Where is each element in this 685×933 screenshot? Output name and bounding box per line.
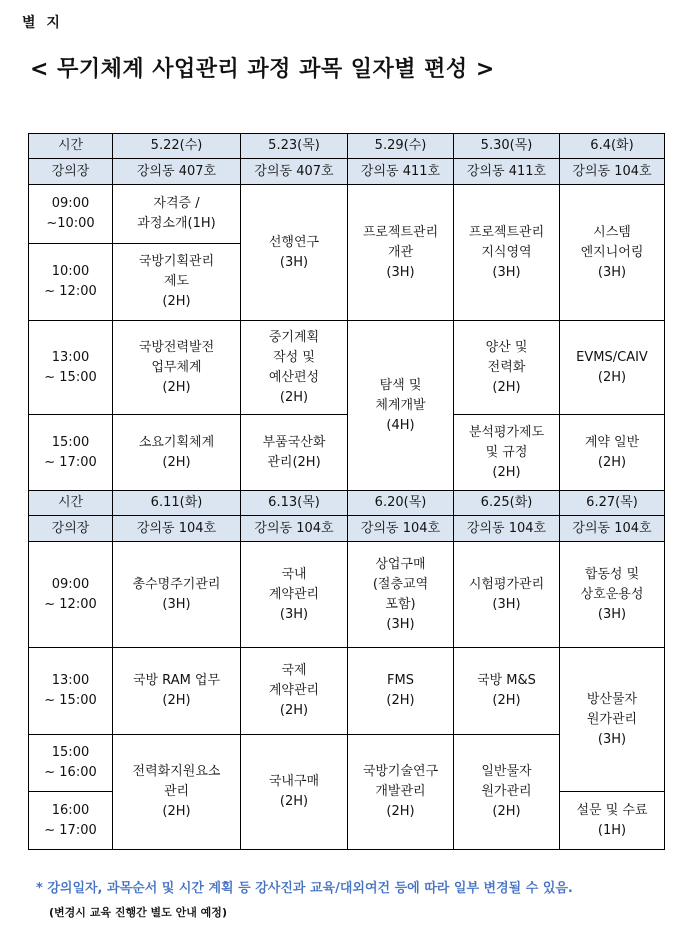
room-cell: 강의동 104호 (241, 516, 348, 542)
course-cell: EVMS/CAIV (2H) (560, 321, 665, 415)
course-cell: 계약 일반 (2H) (560, 415, 665, 491)
course-cell: 합동성 및 상호운용성 (3H) (560, 542, 665, 648)
time-cell: 15:00 ~ 17:00 (29, 415, 113, 491)
course-cell: 시스템 엔지니어링 (3H) (560, 185, 665, 321)
time-slot-row (29, 542, 665, 648)
date-header: 5.23(목) (241, 134, 348, 159)
course-cell: 국방 M&S (2H) (454, 648, 560, 735)
time-header: 시간 (29, 134, 113, 159)
course-cell: 선행연구 (3H) (241, 185, 348, 321)
room-header: 강의장 (29, 516, 113, 542)
room-cell: 강의동 104호 (113, 516, 241, 542)
date-header: 5.22(수) (113, 134, 241, 159)
course-cell: FMS (2H) (348, 648, 454, 735)
course-cell: 소요기획체계 (2H) (113, 415, 241, 491)
time-cell: 13:00 ~ 15:00 (29, 648, 113, 735)
time-cell: 16:00 ~ 17:00 (29, 792, 113, 850)
course-cell: 양산 및 전력화 (2H) (454, 321, 560, 415)
change-notice: * 강의일자, 과목순서 및 시간 계획 등 강사진과 교육/대외여건 등에 따라 일부 변경될 수 있음. (36, 881, 573, 896)
time-slot-row (29, 648, 665, 735)
date-header: 6.27(목) (560, 491, 665, 516)
course-cell: 방산물자 원가관리 (3H) (560, 648, 665, 792)
date-header: 5.29(수) (348, 134, 454, 159)
course-cell: 프로젝트관리 지식영역 (3H) (454, 185, 560, 321)
time-slot-row (29, 415, 665, 491)
course-cell: 탐색 및 체계개발 (4H) (348, 321, 454, 491)
time-cell: 15:00 ~ 16:00 (29, 735, 113, 792)
course-cell: 국방기술연구 개발관리 (2H) (348, 735, 454, 850)
date-header: 6.25(화) (454, 491, 560, 516)
room-cell: 강의동 411호 (348, 159, 454, 185)
room-cell: 강의동 411호 (454, 159, 560, 185)
course-cell: 상업구매 (절충교역 포함) (3H) (348, 542, 454, 648)
attachment-label: 별 지 (22, 15, 63, 31)
time-slot-row (29, 185, 665, 244)
date-header: 5.30(목) (454, 134, 560, 159)
schedule-table (28, 133, 665, 850)
course-cell: 중기계획 작성 및 예산편성 (2H) (241, 321, 348, 415)
room-row (29, 516, 665, 542)
course-cell: 일반물자 원가관리 (2H) (454, 735, 560, 850)
course-cell: 총수명주기관리 (3H) (113, 542, 241, 648)
room-cell: 강의동 407호 (241, 159, 348, 185)
page-title: < 무기체계 사업관리 과정 과목 일자별 편성 > (30, 57, 495, 82)
time-cell: 10:00 ~ 12:00 (29, 244, 113, 321)
course-cell: 국방 RAM 업무 (2H) (113, 648, 241, 735)
date-header: 6.4(화) (560, 134, 665, 159)
room-cell: 강의동 407호 (113, 159, 241, 185)
date-header: 6.11(화) (113, 491, 241, 516)
course-cell: 국내 계약관리 (3H) (241, 542, 348, 648)
course-cell: 설문 및 수료 (1H) (560, 792, 665, 850)
room-row (29, 159, 665, 185)
room-cell: 강의동 104호 (560, 516, 665, 542)
room-header: 강의장 (29, 159, 113, 185)
course-cell: 국내구매 (2H) (241, 735, 348, 850)
course-cell: 분석평가제도 및 규정 (2H) (454, 415, 560, 491)
room-cell: 강의동 104호 (454, 516, 560, 542)
course-cell: 부품국산화 관리(2H) (241, 415, 348, 491)
change-notice-sub: (변경시 교육 진행간 별도 안내 예정) (49, 906, 227, 919)
date-header-row (29, 491, 665, 516)
course-cell: 국제 계약관리 (2H) (241, 648, 348, 735)
course-cell: 자격증 / 과정소개(1H) (113, 185, 241, 244)
room-cell: 강의동 104호 (560, 159, 665, 185)
date-header: 6.13(목) (241, 491, 348, 516)
course-cell: 국방기획관리 제도 (2H) (113, 244, 241, 321)
course-cell: 시험평가관리 (3H) (454, 542, 560, 648)
date-header-row (29, 134, 665, 159)
time-slot-row (29, 321, 665, 415)
time-cell: 09:00 ~10:00 (29, 185, 113, 244)
date-header: 6.20(목) (348, 491, 454, 516)
room-cell: 강의동 104호 (348, 516, 454, 542)
time-cell: 09:00 ~ 12:00 (29, 542, 113, 648)
course-cell: 국방전력발전 업무체계 (2H) (113, 321, 241, 415)
course-cell: 프로젝트관리 개관 (3H) (348, 185, 454, 321)
course-cell: 전력화지원요소 관리 (2H) (113, 735, 241, 850)
time-header: 시간 (29, 491, 113, 516)
time-cell: 13:00 ~ 15:00 (29, 321, 113, 415)
